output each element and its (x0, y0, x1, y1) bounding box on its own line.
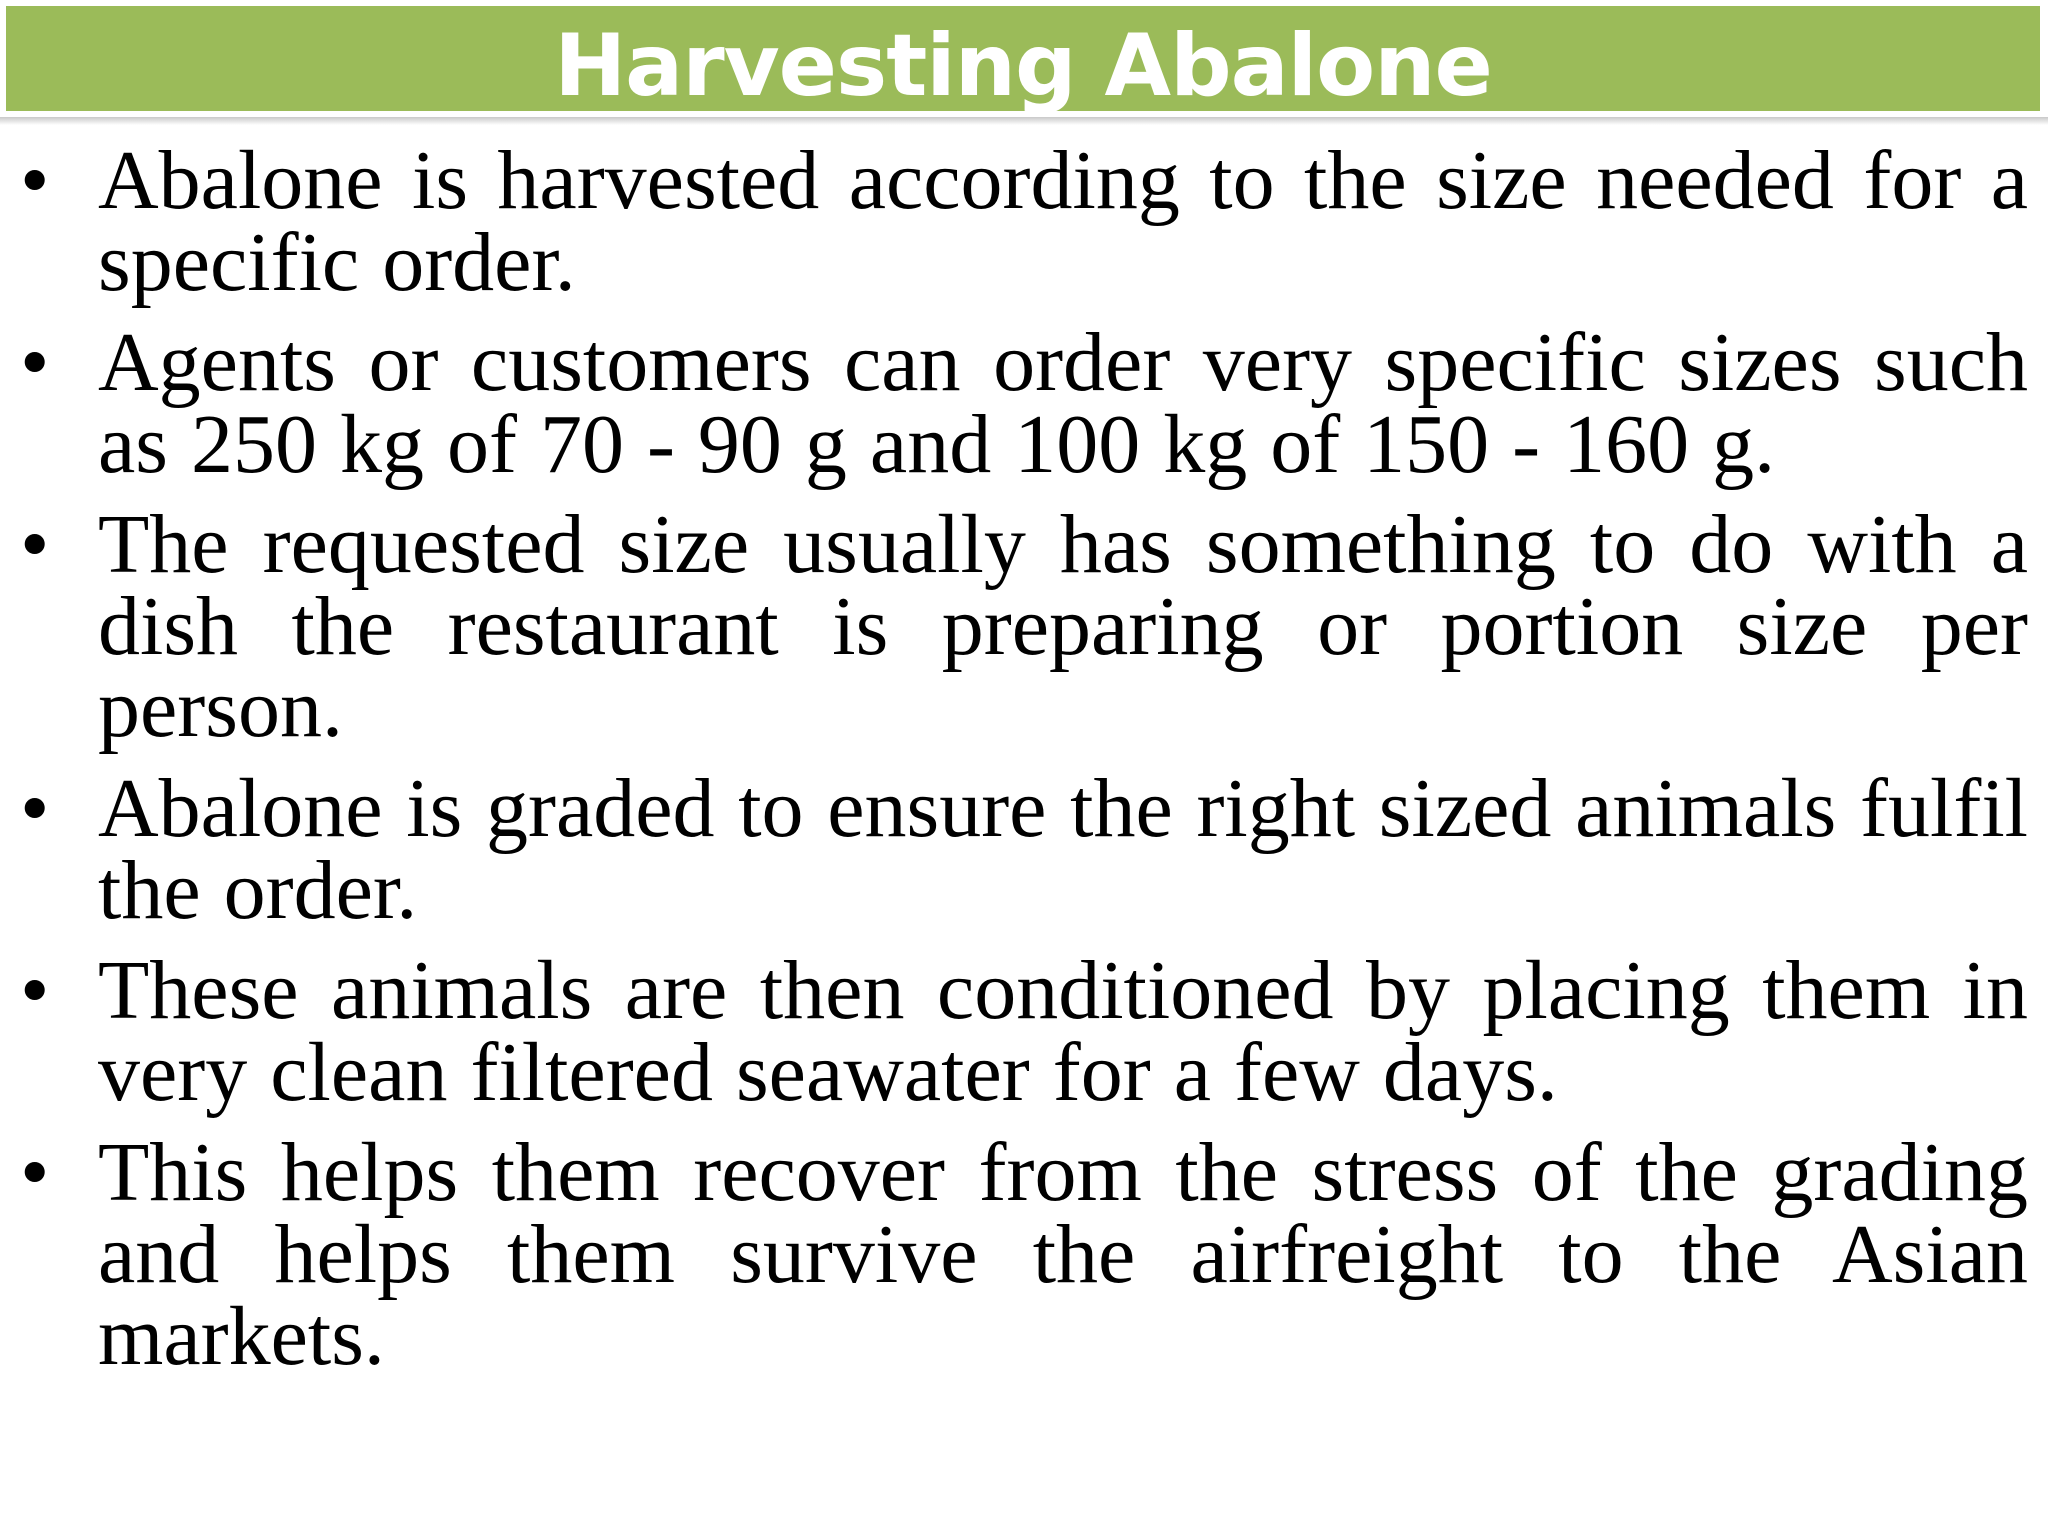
bullet-text: These animals are then conditioned by placing them in very clean filtered seawater for a few days. (98, 944, 2028, 1119)
bullet-icon: • (20, 762, 50, 855)
bullet-icon: • (20, 134, 50, 227)
bullet-icon: • (20, 944, 50, 1037)
title-divider (0, 117, 2048, 125)
bullet-text: Abalone is harvested according to the size needed for a specific order. (98, 134, 2028, 309)
bullet-text: Abalone is graded to ensure the right sized animals fulfil the order. (98, 762, 2028, 937)
bullet-item (0, 316, 2048, 491)
bullet-text: This helps them recover from the stress of the grading and helps them survive the airfreight to the Asian markets. (98, 1126, 2028, 1383)
bullet-item (0, 944, 2048, 1119)
bullet-icon: • (20, 1126, 50, 1219)
title-banner (6, 6, 2040, 114)
slide-title: Harvesting Abalone (554, 16, 1492, 116)
bullet-icon: • (20, 498, 50, 591)
bullet-item (0, 134, 2048, 309)
bullet-item (0, 498, 2048, 755)
bullet-item (0, 1126, 2048, 1383)
bullet-list (0, 134, 2048, 1396)
bullet-text: The requested size usually has something to do with a dish the restaurant is preparing or portion size per person. (98, 498, 2028, 755)
bullet-icon: • (20, 316, 50, 409)
bullet-item (0, 762, 2048, 937)
bullet-text: Agents or customers can order very specific sizes such as 250 kg of 70 - 90 g and 100 kg of 150 - 160 g. (98, 316, 2028, 491)
